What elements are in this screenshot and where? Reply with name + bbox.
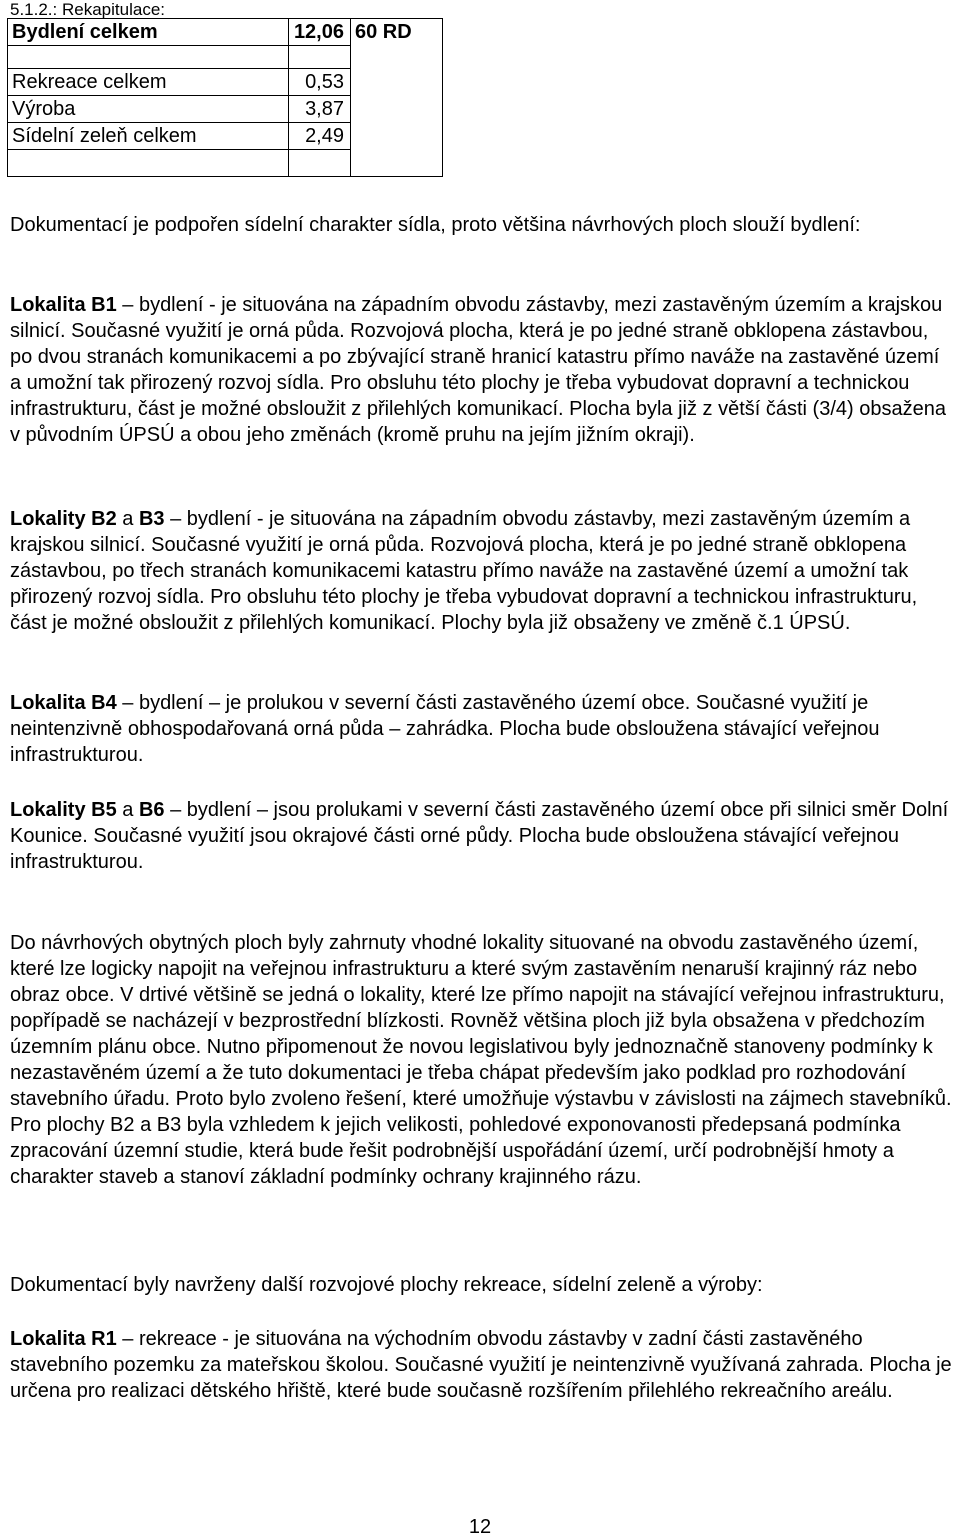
lokality-b2-b3-paragraph bbox=[10, 506, 955, 636]
lokality-b3-label: B3 bbox=[138, 508, 165, 530]
lokalita-r1-text: – rekreace - je situována na východním obvodu zástavby v zadní části zastavěného stavebního pozemku za mateřskou školou. Současné využití je neintenzivně využívaná zahrada. Plocha je určena pro realizaci dětského hřiště, které bude současně rozšířením přilehlého rekreačního areálu. bbox=[10, 1328, 952, 1402]
lokality-b6-label: B6 bbox=[138, 799, 165, 821]
row-label bbox=[8, 150, 289, 177]
section-title: : Rekapitulace: bbox=[52, 0, 165, 19]
section-heading bbox=[10, 0, 165, 20]
lokalita-r1-label: Lokalita R1 bbox=[10, 1328, 117, 1350]
row-value: 2,49 bbox=[289, 123, 351, 150]
lokalita-b4-text: – bydlení – je prolukou v severní části zastavěného území obce. Současné využití je neintenzivně obhospodařovaná orná půda – zahrádka. Plocha bude obsloužena stávající veřejnou infrastrukturou. bbox=[10, 692, 880, 766]
section-number: 5.1.2. bbox=[10, 0, 53, 19]
lokalita-b4-label: Lokalita B4 bbox=[10, 692, 117, 714]
lokality-b5-b6-paragraph bbox=[10, 797, 955, 875]
table-row bbox=[8, 46, 443, 69]
row-extra bbox=[351, 123, 443, 150]
row-label bbox=[8, 46, 289, 69]
row-extra bbox=[351, 46, 443, 69]
lokalita-b4-paragraph bbox=[10, 690, 955, 768]
row-extra bbox=[351, 150, 443, 177]
table-row bbox=[8, 123, 443, 150]
row-value: 3,87 bbox=[289, 96, 351, 123]
main-paragraph: Do návrhových obytných ploch byly zahrnuty vhodné lokality situované na obvodu zastavěného území, které lze logicky napojit na veřejnou infrastrukturu a které svým zastavěním nenaruší krajinný ráz nebo obraz obce. V drtivé většině se jedná o lokality, které lze přímo napojit na stávající veřejnou infrastrukturu, popřípadě se nacházejí v bezprostřední blízkosti. Rovněž většina ploch již byla obsažena v předchozím územním plánu obce. Nutno připomenout že novou legislativou byly jednoznačně stanoveny podmínky k nezastavěném území a že tuto dokumentaci je třeba chápat především jako podklad pro rozhodování stavebního úřadu. Proto bylo zvoleno řešení, které umožňuje výstavbu v závislosti na zájmech stavebníků. Pro plochy B2 a B3 byla vzhledem k jejich velikosti, pohledové exponovanosti předepsaná podmínka zpracování územní studie, která bude řešit podrobnější uspořádání území, určí podrobnější hmoty a charakter staveb a stanoví základní podmínky ochrany krajinného rázu. bbox=[10, 932, 952, 1188]
table-row bbox=[8, 19, 443, 46]
row-value bbox=[289, 46, 351, 69]
lokalita-r1-paragraph bbox=[10, 1326, 955, 1404]
lokalita-b1-paragraph bbox=[10, 292, 955, 448]
row-label: Výroba bbox=[8, 96, 289, 123]
row-value: 12,06 bbox=[289, 19, 351, 46]
rekreace-intro-paragraph: Dokumentací byly navrženy další rozvojové plochy rekreace, sídelní zeleně a výroby: bbox=[10, 1274, 763, 1296]
recap-table bbox=[7, 18, 443, 177]
row-label: Rekreace celkem bbox=[8, 69, 289, 96]
row-extra: 60 RD bbox=[351, 19, 443, 46]
row-extra bbox=[351, 96, 443, 123]
lokality-b5-b6-text: – bydlení – jsou prolukami v severní části zastavěného území obce při silnici směr Dolní Kounice. Současné využití jsou okrajové části orné půdy. Plocha bude obsloužena stávající veřejnou infrastrukturou. bbox=[10, 799, 949, 873]
row-extra bbox=[351, 69, 443, 96]
conjunction: a bbox=[116, 799, 139, 821]
lokality-b2-label: Lokality B2 bbox=[10, 508, 117, 530]
table-row bbox=[8, 69, 443, 96]
row-value: 0,53 bbox=[289, 69, 351, 96]
conjunction: a bbox=[116, 508, 139, 530]
lokality-b2-b3-text: – bydlení - je situována na západním obvodu zástavby, mezi zastavěným územím a krajskou silnicí. Současné využití je orná půda. Rozvojová plocha, která je po jedné straně obklopena zástavbou, po třech stranách komunikacemi katastru přímo naváže na zastavěné území a umožní tak přirozený rozvoj sídla. Pro obsluhu této plochy je třeba vybudovat dopravní a technickou infrastrukturu, část je možné obsloužit z přilehlých komunikací. Plochy byla již obsaženy ve změně č.1 ÚPSÚ. bbox=[10, 508, 918, 634]
lokalita-b1-text: – bydlení - je situována na západním obvodu zástavby, mezi zastavěným územím a krajskou silnicí. Současné využití je orná půda. Rozvojová plocha, která je po jedné straně obklopena zástavbou, po dvou stranách komunikacemi a po zbývající straně hranicí katastru přímo naváže na zastavěné území a umožní tak přirozený rozvoj sídla. Pro obsluhu této plochy je třeba vybudovat dopravní a technickou infrastrukturu, část je možné obsloužit z přilehlých komunikací. Plocha byla již z větší části (3/4) obsažena v původním ÚPSÚ a obou jeho změnách (kromě pruhu na jejím jižním okraji). bbox=[10, 294, 946, 446]
row-label: Bydlení celkem bbox=[8, 19, 289, 46]
table-row bbox=[8, 96, 443, 123]
page-number: 12 bbox=[468, 1516, 492, 1538]
row-label: Sídelní zeleň celkem bbox=[8, 123, 289, 150]
row-value bbox=[289, 150, 351, 177]
table-row bbox=[8, 150, 443, 177]
lokalita-b1-label: Lokalita B1 bbox=[10, 294, 117, 316]
intro-paragraph: Dokumentací je podpořen sídelní charakter sídla, proto většina návrhových ploch slouží bydlení: bbox=[10, 214, 861, 236]
lokality-b5-label: Lokality B5 bbox=[10, 799, 117, 821]
